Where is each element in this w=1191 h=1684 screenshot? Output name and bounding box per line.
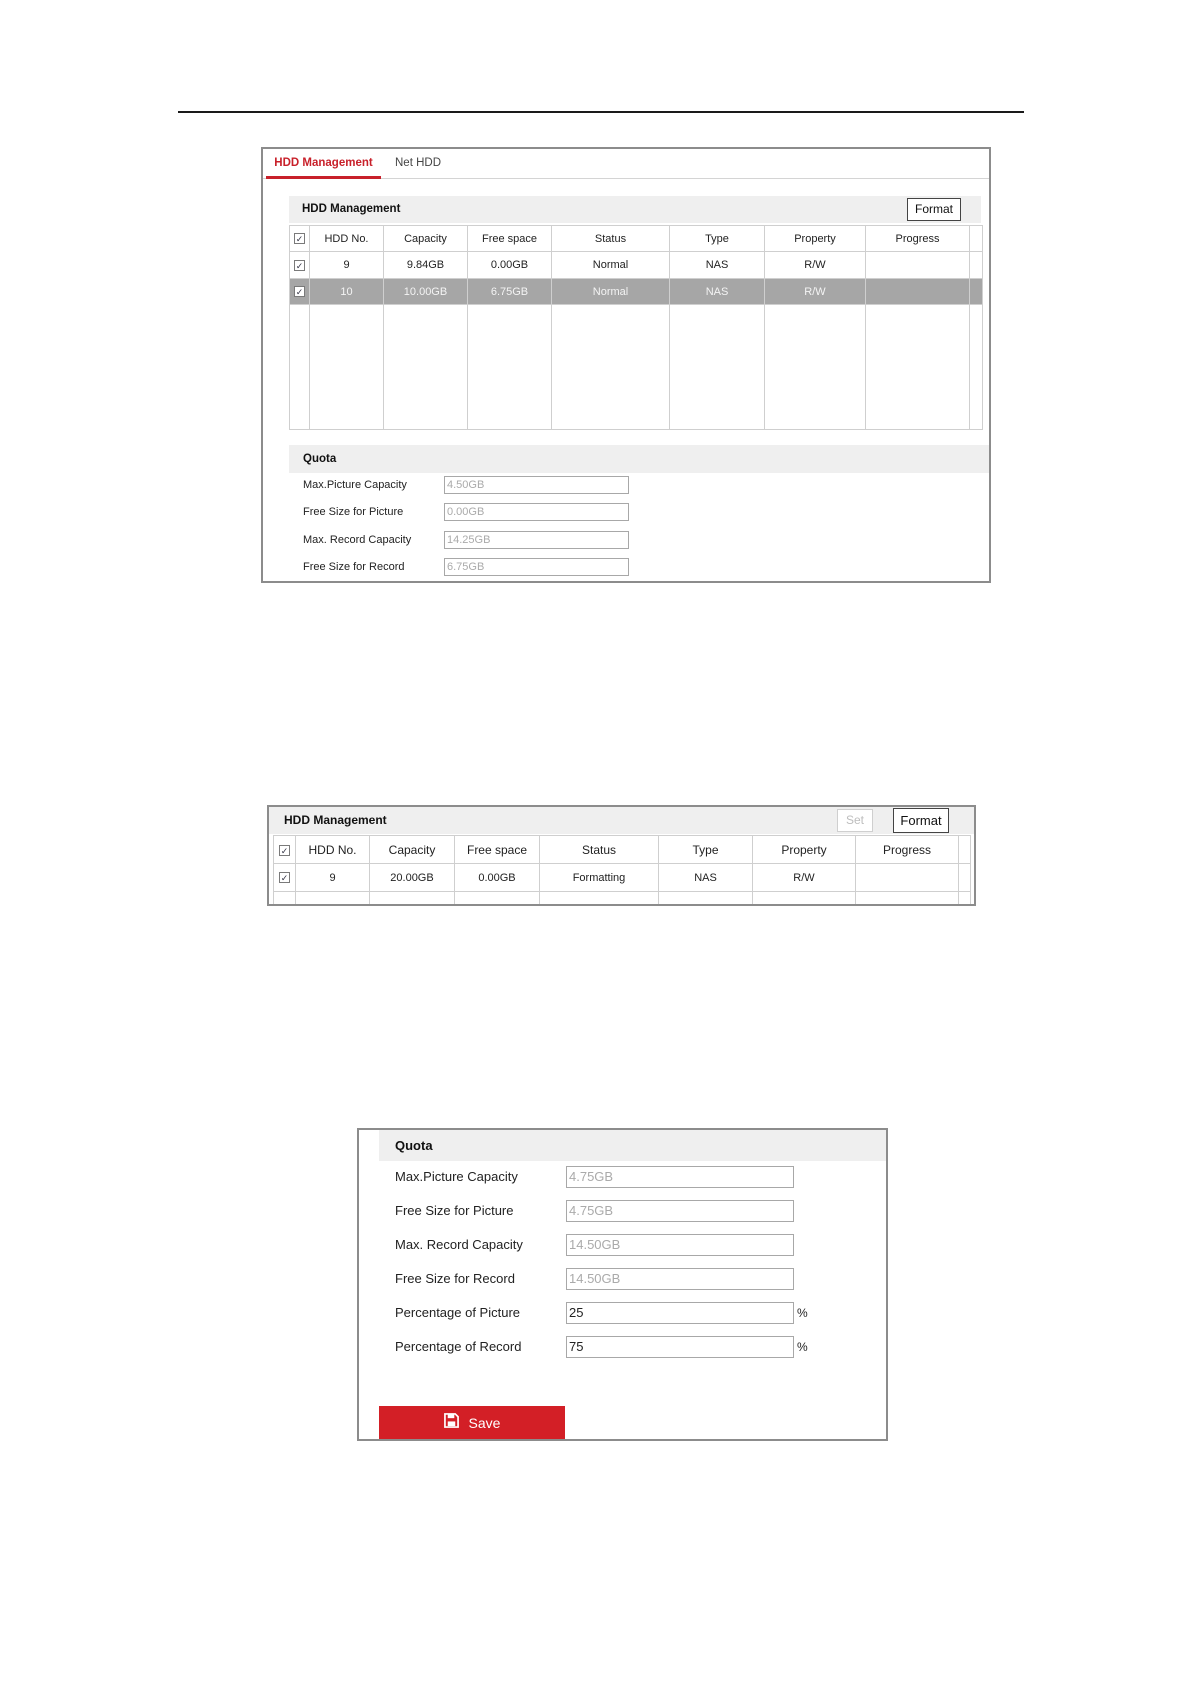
row-select-cell — [290, 252, 310, 279]
property-cell: R/W — [765, 252, 866, 279]
tab-net-hdd[interactable]: Net HDD — [395, 157, 442, 169]
page-top-rule — [178, 111, 1024, 113]
max-record-capacity-input[interactable]: 14.25GB — [444, 531, 629, 549]
column-header[interactable]: Property — [753, 836, 856, 864]
status-cell: Normal — [552, 252, 670, 279]
percent-unit: % — [797, 1306, 808, 1320]
max-record-capacity-label: Max. Record Capacity — [395, 1237, 523, 1252]
column-header[interactable]: Capacity — [384, 226, 468, 252]
table-row[interactable] — [290, 252, 983, 279]
status-cell: Formatting — [540, 864, 659, 892]
hdd-section-title: HDD Management — [302, 203, 401, 215]
set-button[interactable]: Set — [837, 809, 873, 832]
column-header[interactable]: HDD No. — [310, 226, 384, 252]
table-header-row — [290, 226, 983, 252]
free-size-record-input[interactable]: 6.75GB — [444, 558, 629, 576]
free-size-record-label: Free Size for Record — [395, 1271, 515, 1286]
tab-hdd-management[interactable]: HDD Management — [266, 149, 381, 179]
free-size-picture-label: Free Size for Picture — [395, 1203, 514, 1218]
free-space-cell: 6.75GB — [468, 279, 552, 305]
max-record-capacity-label: Max. Record Capacity — [303, 534, 412, 546]
row-select-cell — [274, 864, 296, 892]
percentage-record-label: Percentage of Record — [395, 1339, 522, 1354]
save-icon — [444, 1406, 459, 1440]
progress-cell — [866, 252, 970, 279]
status-cell: Normal — [552, 279, 670, 305]
column-header[interactable]: Type — [670, 226, 765, 252]
column-header[interactable]: Type — [659, 836, 753, 864]
max-record-capacity-input[interactable]: 14.50GB — [566, 1234, 794, 1256]
hdd-no-cell: 10 — [310, 279, 384, 305]
free-size-record-input[interactable]: 14.50GB — [566, 1268, 794, 1290]
table-empty-row — [290, 305, 983, 430]
quota-section-header — [289, 445, 991, 473]
column-header[interactable]: Free space — [455, 836, 540, 864]
max-picture-capacity-label: Max.Picture Capacity — [303, 479, 407, 491]
quota-panel — [357, 1128, 888, 1441]
capacity-cell: 20.00GB — [370, 864, 455, 892]
column-header[interactable]: Free space — [468, 226, 552, 252]
type-cell: NAS — [670, 279, 765, 305]
column-header[interactable]: Progress — [856, 836, 959, 864]
table-empty-row — [274, 892, 971, 905]
hdd-formatting-panel — [267, 805, 976, 906]
max-picture-capacity-input[interactable]: 4.50GB — [444, 476, 629, 494]
percentage-picture-input[interactable]: 25 — [566, 1302, 794, 1324]
column-header[interactable]: HDD No. — [296, 836, 370, 864]
row-select-cell — [290, 279, 310, 305]
free-size-picture-input[interactable]: 0.00GB — [444, 503, 629, 521]
free-space-cell: 0.00GB — [455, 864, 540, 892]
progress-cell — [866, 279, 970, 305]
tab-bar — [263, 149, 989, 179]
free-size-record-label: Free Size for Record — [303, 561, 405, 573]
hdd-section-header — [289, 196, 981, 223]
hdd-no-cell: 9 — [310, 252, 384, 279]
hdd-management-panel — [261, 147, 991, 583]
format-button[interactable]: Format — [893, 808, 949, 833]
scrollbar-gutter — [970, 226, 983, 252]
scrollbar-gutter — [959, 864, 971, 892]
quota-section-header — [379, 1130, 888, 1161]
hdd-table — [289, 225, 983, 430]
select-all-cell — [274, 836, 296, 864]
save-button[interactable] — [379, 1406, 565, 1440]
row-checkbox[interactable]: ✓ — [295, 287, 304, 298]
column-header[interactable]: Status — [540, 836, 659, 864]
scrollbar-gutter — [970, 279, 983, 305]
capacity-cell: 9.84GB — [384, 252, 468, 279]
column-header[interactable]: Progress — [866, 226, 970, 252]
capacity-cell: 10.00GB — [384, 279, 468, 305]
property-cell: R/W — [765, 279, 866, 305]
select-all-cell — [290, 226, 310, 252]
free-size-picture-label: Free Size for Picture — [303, 506, 404, 518]
progress-cell — [856, 864, 959, 892]
table-row[interactable] — [274, 864, 971, 892]
max-picture-capacity-input[interactable]: 4.75GB — [566, 1166, 794, 1188]
table-row-selected[interactable] — [290, 279, 983, 305]
property-cell: R/W — [753, 864, 856, 892]
type-cell: NAS — [659, 864, 753, 892]
select-all-checkbox[interactable]: ✓ — [280, 845, 289, 856]
quota-section-title: Quota — [303, 453, 337, 465]
free-space-cell: 0.00GB — [468, 252, 552, 279]
hdd-section-title: HDD Management — [284, 813, 387, 827]
row-checkbox[interactable]: ✓ — [280, 873, 289, 884]
percentage-record-input[interactable]: 75 — [566, 1336, 794, 1358]
table-header-row — [274, 836, 971, 864]
percentage-picture-label: Percentage of Picture — [395, 1305, 521, 1320]
percent-unit: % — [797, 1340, 808, 1354]
quota-section-title: Quota — [395, 1138, 433, 1153]
select-all-checkbox[interactable]: ✓ — [295, 234, 304, 245]
column-header[interactable]: Property — [765, 226, 866, 252]
row-checkbox[interactable]: ✓ — [295, 260, 304, 271]
hdd-table — [273, 835, 971, 905]
column-header[interactable]: Status — [552, 226, 670, 252]
scrollbar-gutter — [970, 252, 983, 279]
save-label: Save — [468, 1415, 501, 1431]
hdd-no-cell: 9 — [296, 864, 370, 892]
column-header[interactable]: Capacity — [370, 836, 455, 864]
format-button[interactable]: Format — [907, 198, 961, 221]
max-picture-capacity-label: Max.Picture Capacity — [395, 1169, 518, 1184]
free-size-picture-input[interactable]: 4.75GB — [566, 1200, 794, 1222]
scrollbar-gutter — [959, 836, 971, 864]
type-cell: NAS — [670, 252, 765, 279]
